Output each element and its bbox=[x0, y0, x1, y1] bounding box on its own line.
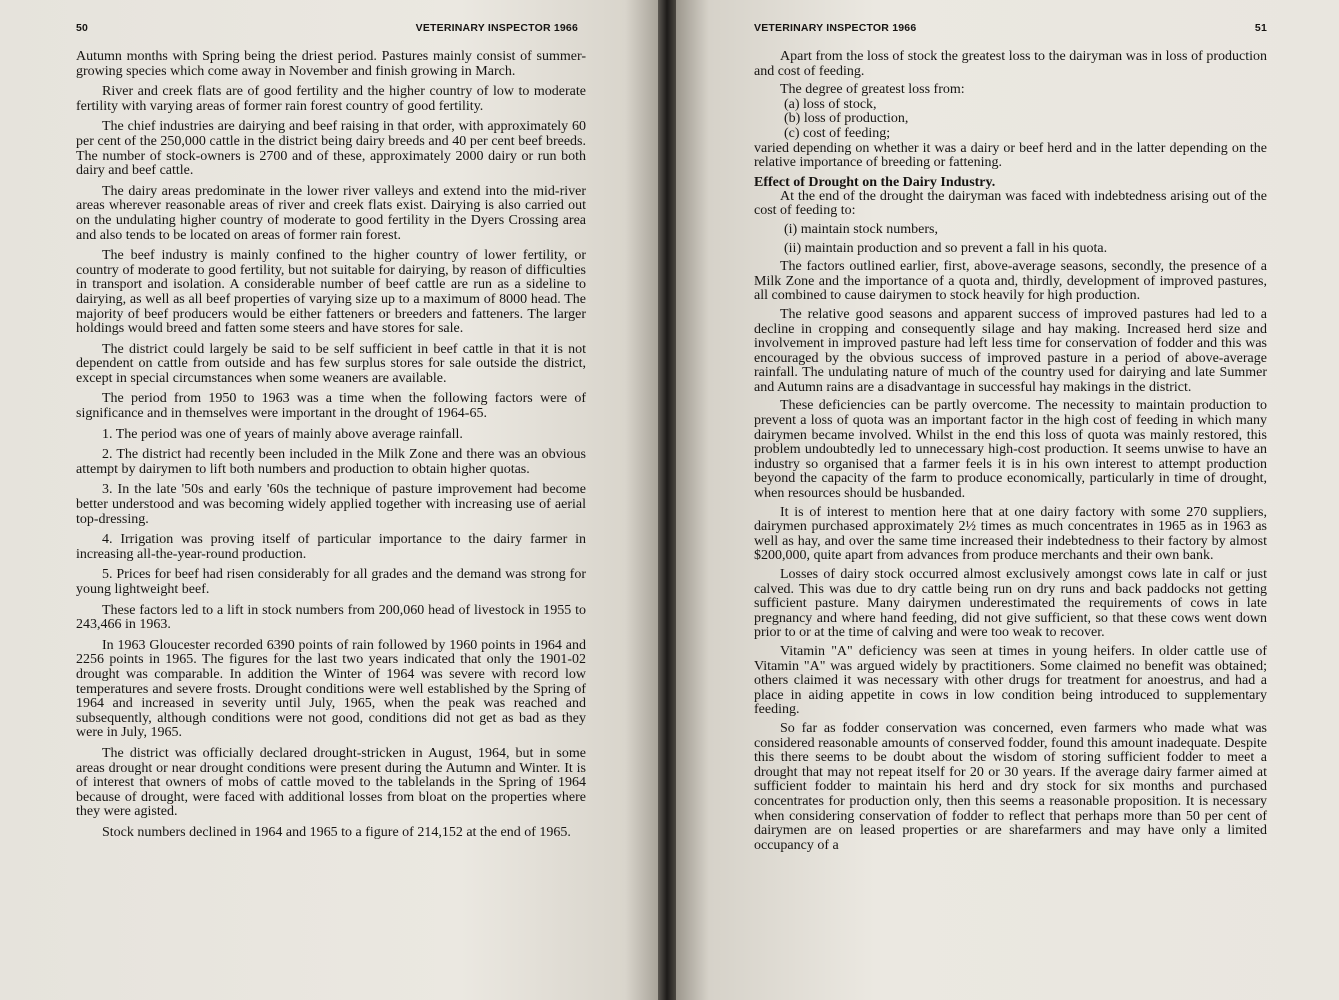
numbered-item: 5. Prices for beef had risen considerably for all grades and the demand was strong for young lightweight beef. bbox=[76, 567, 586, 597]
paragraph: Vitamin "A" deficiency was seen at times in young heifers. In older cattle use of Vitamin "A" was argued widely by practitioners. Some claimed no benefit was obtained; others claimed it was necessary with other drugs for treatment for anoestrus, and had a place in aiding appetite in cows in low condition being introduced to supplementary feeding. bbox=[754, 643, 1267, 718]
numbered-item: 3. In the late '50s and early '60s the technique of pasture improvement had become better understood and was becoming widely applied together with increasing use of aerial top-dressing. bbox=[76, 482, 586, 527]
paragraph: The dairy areas predominate in the lower river valleys and extend into the mid-river areas wherever reasonable areas of river and creek flats exist. Dairying is also carried out on the undulating higher country of moderate to good fertility in the Dyers Crossing area and also tends to be located on areas of former rain forest. bbox=[76, 183, 586, 243]
numbered-item: 4. Irrigation was proving itself of particular importance to the dairy farmer in increasing all-the-year-round production. bbox=[76, 532, 586, 562]
numbered-item: 2. The district had recently been included in the Milk Zone and there was an obvious attempt by dairymen to lift both numbers and production to obtain higher quotas. bbox=[76, 447, 586, 477]
paragraph: These deficiencies can be partly overcome. The necessity to maintain production to prevent a loss of quota was an important factor in the high cost of feeding in which many dairymen became involved. Whilst in the end this loss of quota was mainly restored, this problem undoubtedly led to unnecessary high-cost production. It seems unwise to have an industry so organised that a farmer feels it is in his own interest to attempt production beyond the capacity of the farm to produce economically, particularly in time of drought, when resources should be husbanded. bbox=[754, 398, 1267, 502]
paragraph: Apart from the loss of stock the greatest loss to the dairyman was in loss of production and cost of feeding. bbox=[754, 49, 1267, 79]
left-page bbox=[0, 0, 658, 1000]
paragraph: The factors outlined earlier, first, above-average seasons, secondly, the presence of a Milk Zone and the importance of a quota and, thirdly, development of improved pastures, all combined to cause dairymen to stock heavily for high production. bbox=[754, 259, 1267, 304]
book-gutter bbox=[658, 0, 676, 1000]
list-item: (i) maintain stock numbers, bbox=[784, 221, 938, 237]
paragraph: These factors led to a lift in stock numbers from 200,060 head of livestock in 1955 to 243,466 in 1963. bbox=[76, 602, 586, 633]
paragraph: So far as fodder conservation was concerned, even farmers who made what was considered reasonable amounts of conserved fodder, found this amount inadequate. Despite this there seems to be doubt about the wisdom of storing sufficient fodder to meet a drought that may not repeat itself for 20 or 30 years. If the average dairy farmer aimed at sufficient fodder to maintain his herd and dry stock for six months and purchased concentrates for production only, then this seems a reasonable proposition. It is necessary when considering conservation of fodder to reflect that perhaps more than 50 per cent of dairymen are on leased properties or are sharefarmers and may have only a limited occupancy of a bbox=[754, 720, 1267, 853]
paragraph: Stock numbers declined in 1964 and 1965 to a figure of 214,152 at the end of 1965. bbox=[102, 824, 571, 840]
left-page-body bbox=[76, 50, 586, 841]
list-item: (a) loss of stock, bbox=[784, 96, 877, 112]
running-head: VETERINARY INSPECTOR 1966 bbox=[415, 22, 578, 34]
paragraph: varied depending on whether it was a dairy or beef herd and in the latter depending on the relative importance of breeding or fattening. bbox=[754, 140, 1267, 171]
list-lead: The degree of greatest loss from: bbox=[780, 82, 965, 98]
paragraph: The period from 1950 to 1963 was a time when the following factors were of significance and in themselves were important in the drought of 1964-65. bbox=[76, 391, 586, 422]
paragraph: The relative good seasons and apparent success of improved pastures had led to a decline in cropping and consequently silage and hay making. Increased herd size and involvement in improved pasture had left less time for conservation of fodder and this was encouraged by the obvious success of improved pasture in a period of above-average rainfall. The undulating nature of much of the country used for dairying and late Summer and Autumn rains are a disadvantage in successful hay makings in the district. bbox=[754, 306, 1267, 395]
paragraph: The chief industries are dairying and beef raising in that order, with approximately 60 per cent of the 250,000 cattle in the district being dairy breeds and 40 per cent beef breeds. The number of stock-owners is 2700 and of these, approximately 2000 dairy or run both dairy and beef cattle. bbox=[76, 119, 586, 179]
running-head: VETERINARY INSPECTOR 1966 bbox=[754, 22, 917, 34]
paragraph: It is of interest to mention here that at one dairy factory with some 270 suppliers, dairymen purchased approximately 2½ times as much concentrates in 1965 as in 1963 as well as hay, and over the same time increased their indebtedness to their factory by almost $200,000, quite apart from advances from produce merchants and their own bank. bbox=[754, 504, 1267, 564]
right-page bbox=[676, 0, 1339, 1000]
list-item: (b) loss of production, bbox=[784, 111, 909, 127]
list-item: (ii) maintain production and so prevent a fall in his quota. bbox=[784, 240, 1108, 256]
paragraph: Losses of dairy stock occurred almost exclusively amongst cows late in calf or just calved. This was due to dry cattle being run on dry runs and back paddocks not getting sufficient pasture. Many dairymen underestimated the requirements of cows in late pregnancy and where hand feeding, did not give sufficient, so that these cows went down prior to or at the time of calving and were too weak to recover. bbox=[754, 567, 1267, 641]
paragraph: The beef industry is mainly confined to the higher country of lower fertility, or country of moderate to good fertility, but not suitable for dairying, by reason of difficulties in transport and isolation. A considerable number of beef cattle are run as a sideline to dairying, as well as all beef properties of varying size up to a maximum of 8000 head. The majority of beef producers would be either fatteners or breeders and fatteners. The larger holdings would breed and fatten some steers and have stores for sale. bbox=[76, 248, 586, 337]
list-item: (c) cost of feeding; bbox=[784, 125, 891, 141]
right-page-header bbox=[754, 20, 1267, 36]
section-heading: Effect of Drought on the Dairy Industry. bbox=[754, 174, 996, 190]
numbered-item: 1. The period was one of years of mainly above average rainfall. bbox=[102, 426, 463, 442]
right-page-body bbox=[754, 50, 1267, 853]
paragraph: The district could largely be said to be self sufficient in beef cattle in that it is not dependent on cattle from outside and has few surplus stores for sale outside the district, except in special circumstances when some weaners are available. bbox=[76, 341, 586, 386]
paragraph: At the end of the drought the dairyman was faced with indebtedness arising out of the cost of feeding to: bbox=[754, 188, 1267, 219]
paragraph: The district was officially declared drought-stricken in August, 1964, but in some areas drought or near drought conditions were present during the Autumn and Winter. It is of interest that owners of mobs of cattle moved to the tablelands in the Spring of 1964 because of drought, were faced with additional losses from bloat on the properties where they were agisted. bbox=[76, 745, 586, 820]
page-number: 50 bbox=[76, 22, 89, 34]
paragraph: Autumn months with Spring being the driest period. Pastures mainly consist of summer-growing species which come away in November and finish growing in March. bbox=[76, 49, 586, 79]
paragraph: In 1963 Gloucester recorded 6390 points of rain followed by 1960 points in 1964 and 2256 points in 1965. The figures for the last two years indicated that only the 1901-02 drought was comparable. In addition the Winter of 1964 was severe with record low temperatures and severe frosts. Drought conditions were well established by the Spring of 1964 and increased in severity until July, 1965, when the peak was reached and subsequently, although conditions were not good, conditions did not get as bad as they were in July, 1965. bbox=[76, 637, 586, 741]
page-number: 51 bbox=[1254, 22, 1267, 34]
paragraph: River and creek flats are of good fertility and the higher country of low to moderate fertility with varying areas of former rain forest country of good fertility. bbox=[76, 84, 586, 114]
left-page-header bbox=[76, 20, 586, 36]
